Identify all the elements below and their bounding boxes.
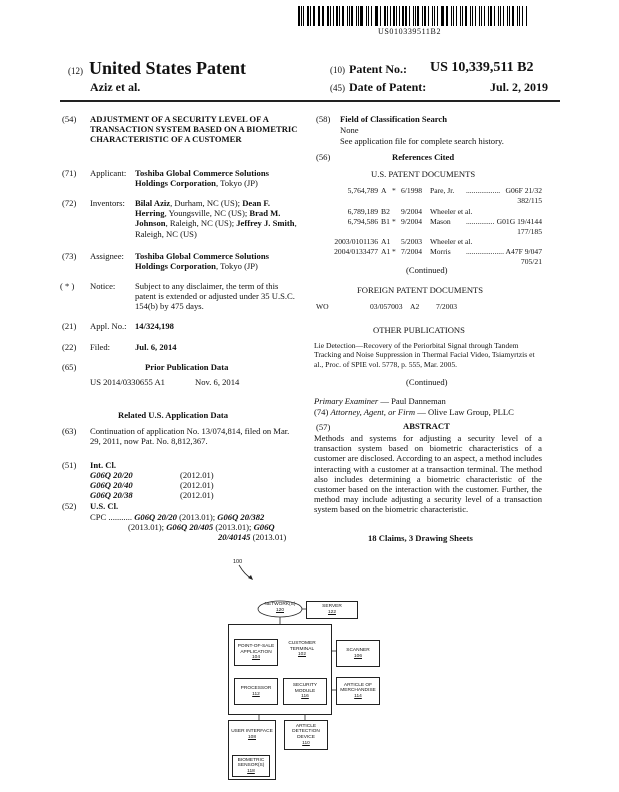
int-cl-code: G06Q 20/38 xyxy=(90,490,133,500)
citation-class-secondary: 177/185 xyxy=(517,227,542,236)
continuation-text: Continuation of application No. 13/074,814, filed on Mar. 29, 2011, now Pat. No. 8,812,367. xyxy=(90,426,290,447)
abstract-text: Methods and systems for adjusting a security level of a transaction system based on biometric characteristics of a customer are disclosed. According to an aspect, a method includes interacting with a customer at a transaction terminal. The method also includes determining a biometric characteristic of the customer based on the interaction with the customer. Further, the method may include adjusting a security level of a transaction system based on the biometric characteristic. xyxy=(314,433,542,515)
inventor-location: , Raleigh, NC (US); xyxy=(165,218,237,229)
code-71: (71) xyxy=(62,168,77,178)
code-51: (51) xyxy=(62,460,77,470)
field-search-none: None xyxy=(340,125,359,135)
filed-date: Jul. 6, 2014 xyxy=(135,342,177,352)
foreign-office: WO xyxy=(316,302,329,311)
code-21: (21) xyxy=(62,321,77,331)
appl-no: 14/324,198 xyxy=(135,321,174,331)
prior-pub-number: US 2014/0330655 A1 xyxy=(90,377,165,387)
int-cl-date: (2012.01) xyxy=(180,470,214,480)
invention-title: ADJUSTMENT OF A SECURITY LEVEL OF A TRANSACTION SYSTEM BASED ON A BIOMETRIC CHARACTERISTIC OF A CUSTOMER xyxy=(90,114,298,145)
foreign-kind: A2 xyxy=(410,302,420,311)
citation-class-secondary: 382/115 xyxy=(517,196,542,205)
scanner-box xyxy=(336,640,380,667)
biometric-ref: 118 xyxy=(247,768,255,774)
citation-dots: .................... xyxy=(466,247,504,256)
cpc-date: (2013.01); xyxy=(176,512,218,522)
inventor-name: Dean F. Herring xyxy=(135,198,271,219)
ui-text: USER INTERFACE xyxy=(231,729,273,734)
prior-pub-date: Nov. 6, 2014 xyxy=(195,377,240,387)
biometric-text: BIOMETRIC SENSOR(S) xyxy=(237,757,265,769)
inventor-name: Bilal Aziz xyxy=(135,198,171,208)
code-63: (63) xyxy=(62,426,77,436)
citation-star: * xyxy=(392,186,396,195)
int-cl-date: (2012.01) xyxy=(180,490,214,500)
field-search-text: See application file for complete search history. xyxy=(340,136,504,146)
code-57: (57) xyxy=(316,422,331,432)
applicant-name: Toshiba Global Commerce Solutions Holdings Corporation xyxy=(135,168,269,189)
references-heading: References Cited xyxy=(392,152,455,162)
other-pub-heading: OTHER PUBLICATIONS xyxy=(373,325,465,335)
cpc-date: (2013.01); xyxy=(213,522,254,532)
citation-date: 6/1998 xyxy=(401,186,423,195)
cpc-date: (2013.01); xyxy=(128,522,167,532)
applicant-label: Applicant: xyxy=(90,168,127,178)
detection-ref: 110 xyxy=(302,740,310,746)
pos-ref: 104 xyxy=(251,655,260,661)
continued-2: (Continued) xyxy=(406,377,448,387)
citation-class: A47F 9/047 xyxy=(505,247,542,256)
citation-kind: A1 xyxy=(381,247,391,256)
network-label xyxy=(258,602,302,613)
citation-kind: B2 xyxy=(381,207,390,216)
inventor-location: , Raleigh, NC (US) xyxy=(135,218,297,239)
notice-text: Subject to any disclaimer, the term of this patent is extended or adjusted under 35 U.S.C. 154(b) by 475 days. xyxy=(135,281,295,312)
code-56: (56) xyxy=(316,152,331,162)
field-search-label: Field of Classification Search xyxy=(340,114,448,124)
pos-application-box xyxy=(234,639,278,666)
us-docs-heading: U.S. PATENT DOCUMENTS xyxy=(371,169,476,179)
code-45: (45) xyxy=(330,83,345,93)
assignee-name: Toshiba Global Commerce Solutions Holdings Corporation xyxy=(135,251,269,272)
code-65: (65) xyxy=(62,362,77,372)
int-cl-code: G06Q 20/40 xyxy=(90,480,133,490)
citation-class: G01G 19/4144 xyxy=(496,217,542,226)
citation-date: 9/2004 xyxy=(401,217,423,226)
attorney-label: Attorney, Agent, or Firm xyxy=(330,407,416,417)
int-cl-date: (2012.01) xyxy=(180,480,214,490)
citation-name: Mason xyxy=(430,217,451,226)
citation-name: Wheeler et al. xyxy=(430,207,473,216)
examiner-name: — Paul Danneman xyxy=(378,396,446,406)
ref-100-arrowhead xyxy=(248,575,253,580)
citation-number: 6,794,586 xyxy=(347,217,378,226)
examiner-label: Primary Examiner xyxy=(314,396,379,406)
notice-code: ( * ) xyxy=(60,281,75,291)
patent-date: Jul. 2, 2019 xyxy=(490,80,549,94)
security-ref: 116 xyxy=(301,694,309,700)
citation-number: 5,764,789 xyxy=(347,186,378,195)
processor-ref: 112 xyxy=(252,691,260,697)
assignee-label: Assignee: xyxy=(90,251,124,261)
applicant-location: , Tokyo (JP) xyxy=(215,178,258,189)
citation-kind: A xyxy=(381,186,387,195)
code-73: (73) xyxy=(62,251,77,261)
citation-kind: B1 xyxy=(381,217,390,226)
abstract-heading: ABSTRACT xyxy=(403,421,450,431)
terminal-ref: 102 xyxy=(297,652,306,658)
citation-dots: ............... xyxy=(466,217,495,226)
inventor-short: Aziz et al. xyxy=(90,80,141,94)
citation-star: * xyxy=(392,247,396,256)
cpc-code: G06Q 20/405 xyxy=(166,522,214,532)
related-heading: Related U.S. Application Data xyxy=(118,410,229,420)
article-detection-box xyxy=(284,720,328,750)
cpc-code: G06Q xyxy=(253,522,275,532)
citation-star: * xyxy=(392,217,396,226)
citation-name: Pare, Jr. xyxy=(430,186,455,195)
security-text: SECURITY MODULE xyxy=(292,683,318,694)
server-box xyxy=(306,601,358,619)
inventor-name: Brad M. Johnson xyxy=(135,208,281,229)
patent-number: US 10,339,511 B2 xyxy=(430,60,534,75)
cpc-label: CPC ........... xyxy=(90,512,133,522)
notice-label: Notice: xyxy=(90,281,116,291)
cpc-code: G06Q 20/20 xyxy=(134,512,177,522)
security-module-box xyxy=(283,678,327,705)
article-text: ARTICLE OF MERCHANDISE xyxy=(340,682,376,694)
citation-date: 7/2004 xyxy=(401,247,423,256)
united-states-patent: United States Patent xyxy=(89,58,246,78)
citation-kind: A1 xyxy=(381,237,391,246)
inventor-location: , Durham, NC (US); xyxy=(170,198,243,208)
continued-1: (Continued) xyxy=(406,265,448,275)
other-pub-text: Lie Detection—Recovery of the Periorbital Signal through Tandem Tracking and Noise Suppression in Thermal Facial Video, Tsiamyrtzis et al., Proc. of SPIE vol. 5778, p. 555, Mar. 2005. xyxy=(314,341,535,369)
code-74: (74) xyxy=(314,407,329,417)
assignee-location: , Tokyo (JP) xyxy=(215,261,258,272)
network-ref: 120 xyxy=(275,607,284,613)
foreign-date: 7/2003 xyxy=(436,302,458,311)
detection-text: ARTICLE DETECTION DEVICE xyxy=(292,723,320,740)
code-12: (12) xyxy=(68,66,83,76)
article-merchandise-box xyxy=(336,677,380,705)
code-10: (10) xyxy=(330,65,345,75)
network-text: NETWORK(S) xyxy=(264,602,296,607)
citation-class: G06F 21/32 xyxy=(505,186,542,195)
patent-no-label: Patent No.: xyxy=(349,62,407,76)
us-cl-label: U.S. Cl. xyxy=(90,501,119,511)
int-cl-code: G06Q 20/20 xyxy=(90,470,133,480)
citation-number: 6,789,189 xyxy=(347,207,378,216)
ref-100-leader xyxy=(239,565,251,578)
server-ref: 122 xyxy=(327,610,336,615)
article-ref: 114 xyxy=(354,693,362,699)
citation-name: Wheeler et al. xyxy=(430,237,473,246)
terminal-text: CUSTOMER TERMINAL xyxy=(288,641,316,652)
code-58: (58) xyxy=(316,114,331,124)
figure-ref-100: 100 xyxy=(233,559,243,565)
date-label: Date of Patent: xyxy=(349,80,427,94)
barcode-number: US010339511B2 xyxy=(378,27,442,36)
processor-box xyxy=(234,678,278,705)
inventor-name: Jeffrey J. Smith xyxy=(236,218,295,229)
cpc-code: 20/40145 xyxy=(218,532,251,542)
code-22: (22) xyxy=(62,342,77,352)
inventors-label: Inventors: xyxy=(90,198,125,208)
scanner-ref: 106 xyxy=(353,653,362,659)
scanner-text: SCANNER xyxy=(346,647,370,653)
citation-dots: .................. xyxy=(466,186,501,195)
claims-line: 18 Claims, 3 Drawing Sheets xyxy=(368,533,473,543)
processor-text: PROCESSOR xyxy=(240,685,272,691)
cpc-code: G06Q 20/382 xyxy=(217,512,265,522)
server-text: SERVER xyxy=(322,604,342,610)
foreign-heading: FOREIGN PATENT DOCUMENTS xyxy=(357,285,484,295)
inventor-location: , Youngsville, NC (US); xyxy=(164,208,250,219)
prior-pub-heading: Prior Publication Data xyxy=(145,362,229,372)
attorney-name: — Olive Law Group, PLLC xyxy=(415,407,514,417)
citation-date: 9/2004 xyxy=(401,207,423,216)
appl-no-label: Appl. No.: xyxy=(90,321,127,331)
foreign-number: 03/057003 xyxy=(370,302,403,311)
filed-label: Filed: xyxy=(90,342,111,352)
code-72: (72) xyxy=(62,198,77,208)
int-cl-label: Int. Cl. xyxy=(90,460,117,470)
biometric-sensor-box xyxy=(232,755,270,777)
citation-class-secondary: 705/21 xyxy=(520,257,542,266)
pos-text: POINT-OF-SALE APPLICATION xyxy=(237,644,275,655)
ui-ref: 108 xyxy=(247,734,256,740)
code-52: (52) xyxy=(62,501,77,511)
citation-name: Morris xyxy=(430,247,451,256)
citation-number: 2004/0133477 xyxy=(334,247,378,256)
citation-date: 5/2003 xyxy=(401,237,423,246)
code-54: (54) xyxy=(62,114,77,124)
citation-number: 2003/0101136 xyxy=(334,237,378,246)
cpc-date: (2013.01) xyxy=(250,532,287,542)
